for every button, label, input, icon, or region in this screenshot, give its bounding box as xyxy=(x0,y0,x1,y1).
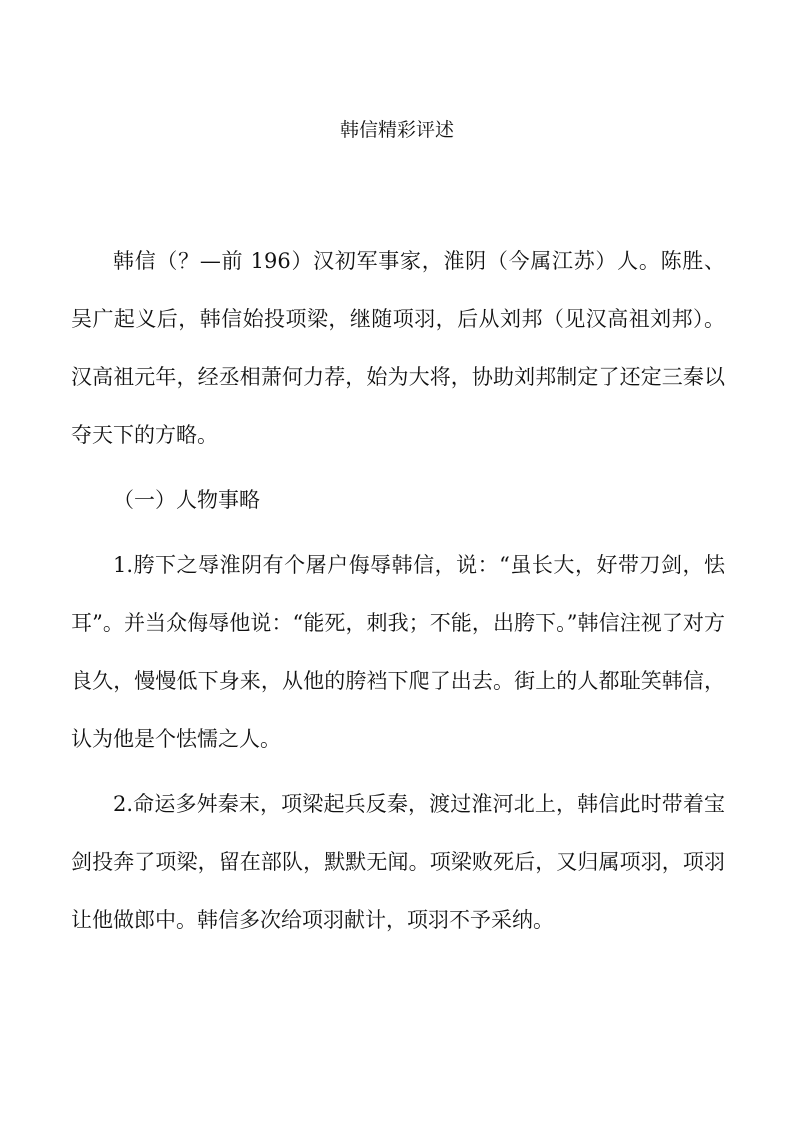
document-body xyxy=(71,232,725,956)
intro-paragraph: 韩信（？—前 196）汉初军事家，淮阴（今属江苏）人。陈胜、吴广起义后，韩信始投项梁，继随项羽，后从刘邦（见汉高祖刘邦）。汉高祖元年，经丞相萧何力荐，始为大将，协助刘邦制定了还定三秦以夺天下的方略。 xyxy=(71,249,725,447)
section-heading: （一）人物事略 xyxy=(113,488,260,512)
event-paragraph-1: 1.胯下之辱淮阴有个屠户侮辱韩信，说：“虽长大，好带刀剑，怯耳”。并当众侮辱他说：“能死，刺我；不能，出胯下。”韩信注视了对方良久，慢慢低下身来，从他的胯裆下爬了出去。街上的人都耻笑韩信，认为他是个怯懦之人。 xyxy=(71,553,725,751)
event-paragraph-2: 2.命运多舛秦末，项梁起兵反秦，渡过淮河北上，韩信此时带着宝剑投奔了项梁，留在部队，默默无闻。项梁败死后，又归属项羽，项羽让他做郎中。韩信多次给项羽献计，项羽不予采纳。 xyxy=(71,792,725,932)
document-title: 韩信精彩评述 xyxy=(339,119,454,141)
